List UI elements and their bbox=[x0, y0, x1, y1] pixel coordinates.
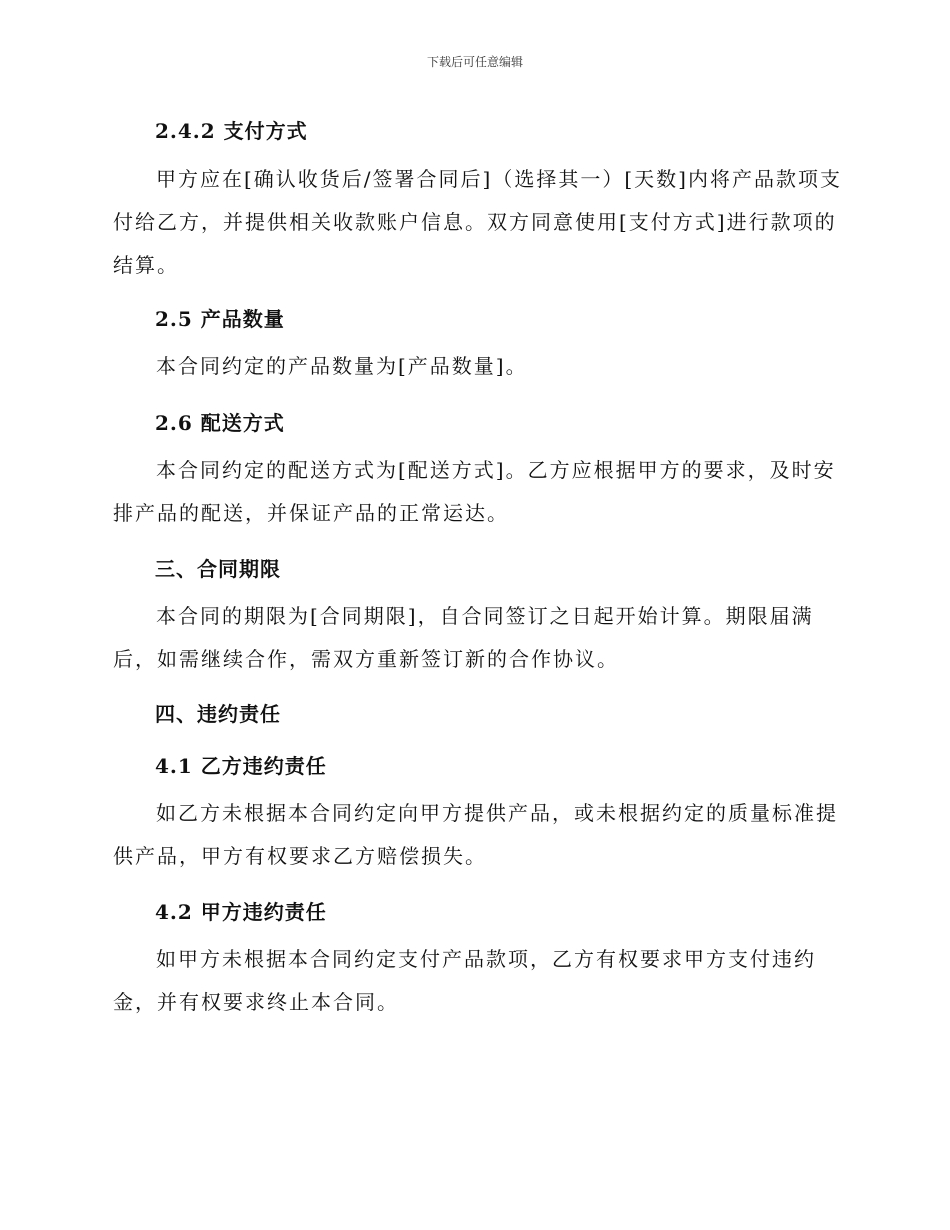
section-heading: 4.2 甲方违约责任 bbox=[155, 900, 327, 924]
paragraph-line: 供产品，甲方有权要求乙方赔偿损失。 bbox=[113, 844, 487, 868]
section-heading: 2.6 配送方式 bbox=[155, 411, 285, 435]
section-heading: 三、合同期限 bbox=[155, 557, 281, 581]
paragraph-line: 排产品的配送，并保证产品的正常运达。 bbox=[113, 501, 509, 525]
paragraph-line: 本合同约定的配送方式为[配送方式]。乙方应根据甲方的要求，及时安 bbox=[156, 458, 836, 482]
section-heading: 四、违约责任 bbox=[155, 702, 281, 726]
section-paragraph bbox=[113, 938, 833, 1024]
section-heading: 4.1 乙方违约责任 bbox=[155, 754, 327, 778]
section-paragraph bbox=[113, 595, 833, 681]
paragraph-line: 付给乙方，并提供相关收款账户信息。双方同意使用[支付方式]进行款项的 bbox=[113, 210, 837, 234]
section-paragraph bbox=[113, 158, 842, 287]
page-header-note: 下载后可任意编辑 bbox=[426, 55, 523, 69]
paragraph-line: 结算。 bbox=[113, 253, 179, 277]
paragraph-line: 后，如需继续合作，需双方重新签订新的合作协议。 bbox=[113, 647, 619, 671]
section-heading: 2.4.2 支付方式 bbox=[155, 119, 308, 143]
section-paragraph bbox=[113, 449, 836, 535]
paragraph-line: 甲方应在[确认收货后/签署合同后]（选择其一）[天数]内将产品款项支 bbox=[156, 167, 842, 191]
paragraph-line: 本合同约定的产品数量为[产品数量]。 bbox=[156, 354, 528, 378]
section-heading: 2.5 产品数量 bbox=[155, 307, 285, 331]
paragraph-line: 本合同的期限为[合同期限]，自合同签订之日起开始计算。期限届满 bbox=[156, 604, 814, 628]
section-paragraph bbox=[113, 792, 838, 878]
section-paragraph bbox=[113, 345, 833, 388]
paragraph-line: 金，并有权要求终止本合同。 bbox=[113, 990, 399, 1014]
paragraph-line: 如甲方未根据本合同约定支付产品款项，乙方有权要求甲方支付违约 bbox=[156, 947, 816, 971]
paragraph-line: 如乙方未根据本合同约定向甲方提供产品，或未根据约定的质量标准提 bbox=[156, 801, 838, 825]
